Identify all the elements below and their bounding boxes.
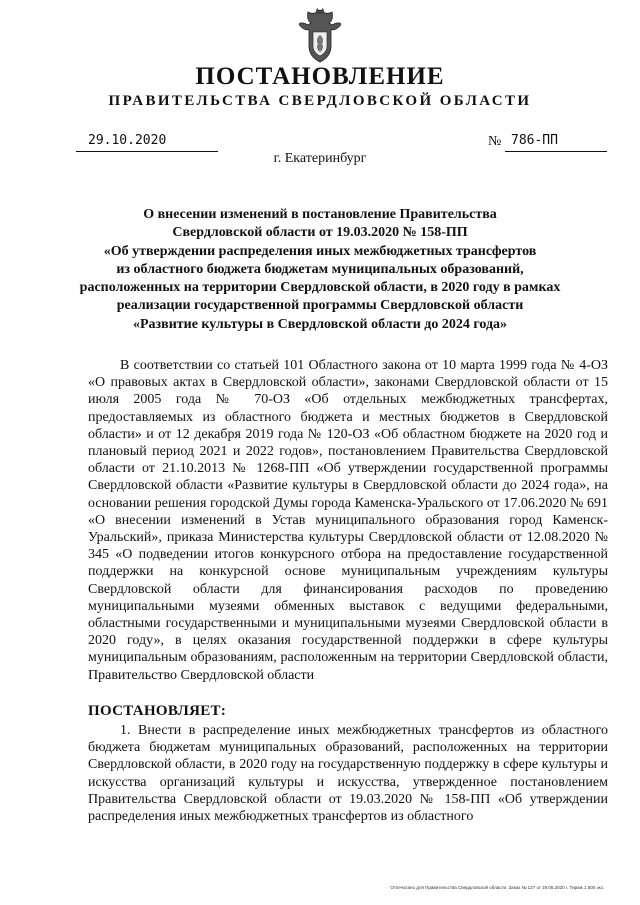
print-footer: Отпечатано для Правительства Свердловской области. Заказ № 127 от 29.05.2020 г. Тираж 1 500 экз. bbox=[390, 885, 604, 890]
document-date: 29.10.2020 bbox=[88, 133, 167, 148]
resolution-keyword: ПОСТАНОВЛЯЕТ: bbox=[88, 703, 227, 719]
document-number: 786-ПП bbox=[511, 133, 558, 148]
heading-line: «Об утверждении распределения иных межбюджетных трансфертов bbox=[103, 243, 537, 259]
city: г. Екатеринбург bbox=[273, 151, 367, 166]
heading-line: Свердловской области от 19.03.2020 № 158-ПП bbox=[172, 225, 468, 241]
heading-line: из областного бюджета бюджетам муниципальных образований, bbox=[116, 261, 524, 277]
clause-1-paragraph: 1. Внести в распределение иных межбюджетных трансфертов из областного бюджета бюджетам муниципальных образований, расположенных на территории Свердловской области, в 2020 году на государственную поддержку в сфере культуры и искусства организаций культуры и искусства, утвержденное постановлением Правительства Свердловской области от 19.03.2020 № 158-ПП «Об утверждении распределения иных межбюджетных трансфертов из областного bbox=[88, 723, 608, 825]
document-heading bbox=[60, 206, 580, 334]
document-title: ПОСТАНОВЛЕНИЕ bbox=[195, 63, 445, 90]
heading-line: «Развитие культуры в Свердловской области до 2024 года» bbox=[132, 316, 508, 332]
preamble-paragraph: В соответствии со статьей 101 Областного закона от 10 марта 1999 года № 4-ОЗ «О правовых актах в Свердловской области», законами Свердловской области от 15 июля 2005 года № 70-ОЗ «Об отдельных межбюджетных трансфертах, предоставляемых из областного бюджета и местных бюджетов в Свердловской области» и от 12 декабря 2019 года № 120-ОЗ «Об областном бюджете на 2020 год и плановый период 2021 и 2022 годов», постановлением Правительства Свердловской области от 21.10.2013 № 1268-ПП «Об утверждении государственной программы Свердловской области «Развитие культуры в Свердловской области до 2024 года», на основании решения городской Думы города Каменска-Уральского от 17.06.2020 № 691 «О внесении изменений в Устав муниципального образования город Каменск-Уральский», приказа Министерства культуры Свердловской области от 12.08.2020 № 345 «О подведении итогов конкурсного отбора на предоставление государственной поддержки на конкурсной основе муниципальным учреждениям культуры Свердловской области для финансирования расходов по проведению муниципальными музеями обменных выставок с ведущими федеральными, областными государственными и муниципальными музеями Свердловской области в 2020 году», в целях оказания государственной поддержки в сфере культуры муниципальным образованиям, расположенным на территории Свердловской области, Правительство Свердловской области bbox=[88, 358, 608, 683]
coat-of-arms-icon bbox=[296, 8, 344, 64]
issuing-organization: ПРАВИТЕЛЬСТВА СВЕРДЛОВСКОЙ ОБЛАСТИ bbox=[108, 93, 532, 109]
heading-line: О внесении изменений в постановление Правительства bbox=[143, 207, 497, 222]
heading-line: расположенных на территории Свердловской области, в 2020 году в рамках bbox=[79, 280, 561, 296]
number-label: № bbox=[488, 134, 502, 149]
heading-line: реализации государственной программы Свердловской области bbox=[116, 298, 524, 314]
